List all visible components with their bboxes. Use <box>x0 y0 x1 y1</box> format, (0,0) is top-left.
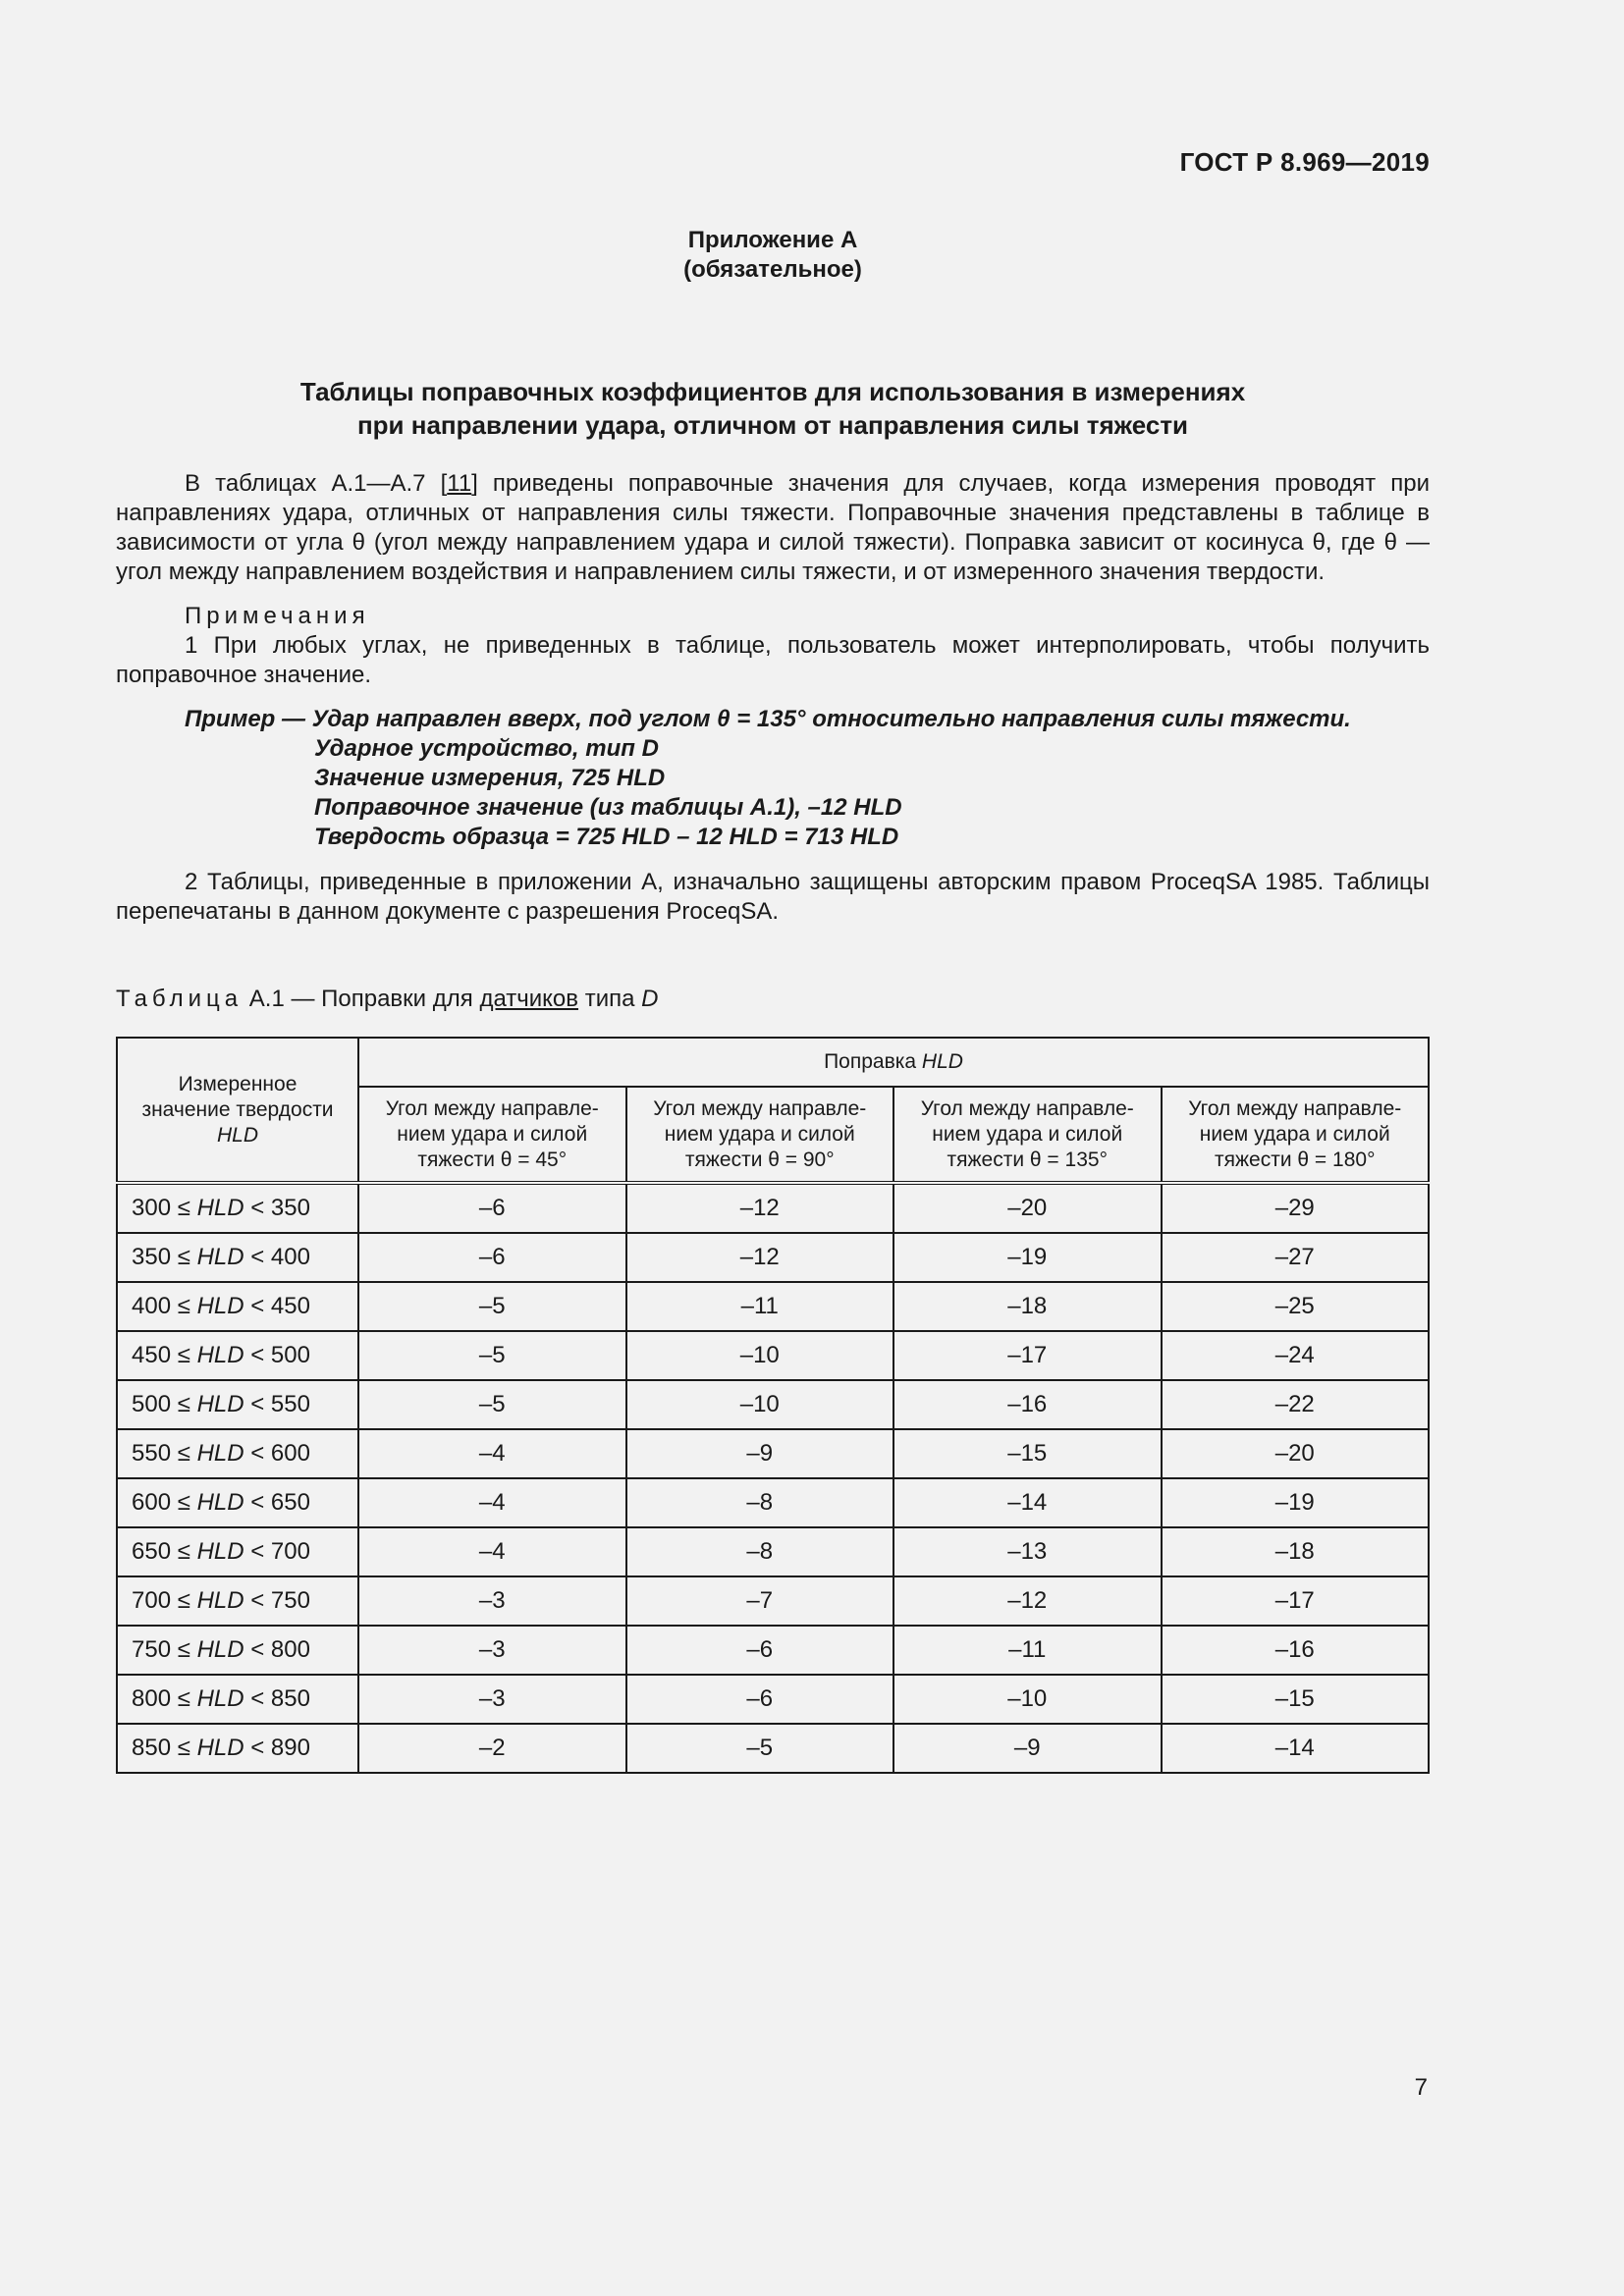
intro-text-start: В таблицах А.1—А.7 [ <box>185 470 448 497</box>
correction-group-label: Поправка <box>824 1050 922 1073</box>
example-line-2: Ударное устройство, тип D <box>314 735 659 762</box>
range-upper: < 850 <box>244 1685 310 1712</box>
range-upper: < 400 <box>244 1244 310 1270</box>
example-line-1: Пример — Удар направлен вверх, под углом θ = 135° относительно направления силы тяжести. <box>185 706 1351 732</box>
hardness-range-cell <box>117 1478 358 1527</box>
reference-link[interactable]: 11 <box>447 470 472 497</box>
correction-value-cell: –18 <box>893 1282 1162 1331</box>
section-title-line-1: Таблицы поправочных коэффициентов для использования в измерениях <box>299 377 1246 406</box>
range-variable: HLD <box>196 1391 244 1417</box>
hardness-range-cell <box>117 1380 358 1429</box>
range-lower: 400 ≤ <box>132 1293 197 1319</box>
correction-table <box>116 1037 1430 1774</box>
range-upper: < 890 <box>244 1735 310 1761</box>
hardness-range-cell <box>117 1626 358 1675</box>
correction-value-cell: –24 <box>1162 1331 1430 1380</box>
correction-value-cell: –20 <box>1162 1429 1430 1478</box>
table-row <box>117 1478 1429 1527</box>
table-row <box>117 1183 1429 1233</box>
range-upper: < 750 <box>244 1587 310 1614</box>
range-lower: 550 ≤ <box>132 1440 197 1467</box>
correction-value-cell: –3 <box>358 1626 626 1675</box>
range-lower: 450 ≤ <box>132 1342 197 1368</box>
angle-header-line: нием удара и силой <box>1199 1122 1390 1146</box>
angle-header-line: тяжести θ = 180° <box>1215 1148 1376 1171</box>
range-lower: 300 ≤ <box>132 1195 197 1221</box>
range-variable: HLD <box>196 1587 244 1614</box>
example-line-3: Значение измерения, 725 HLD <box>314 765 666 791</box>
table-caption-underlined: датчиков <box>479 986 579 1012</box>
correction-value-cell: –7 <box>626 1576 894 1626</box>
hardness-range-cell <box>117 1233 358 1282</box>
range-lower: 700 ≤ <box>132 1587 197 1614</box>
table-row <box>117 1429 1429 1478</box>
range-variable: HLD <box>196 1342 244 1368</box>
hardness-range-cell <box>117 1183 358 1233</box>
correction-value-cell: –5 <box>358 1380 626 1429</box>
hardness-column-header <box>117 1038 358 1183</box>
correction-value-cell: –3 <box>358 1576 626 1626</box>
section-title <box>0 375 1545 442</box>
angle-column-header <box>1162 1087 1430 1183</box>
correction-value-cell: –12 <box>893 1576 1162 1626</box>
correction-value-cell: –6 <box>626 1626 894 1675</box>
hardness-header-line-2: значение твердости <box>141 1097 334 1121</box>
range-variable: HLD <box>196 1538 244 1565</box>
range-variable: HLD <box>196 1244 244 1270</box>
correction-value-cell: –19 <box>893 1233 1162 1282</box>
correction-value-cell: –20 <box>893 1183 1162 1233</box>
section-title-line-2: при направлении удара, отличном от направления силы тяжести <box>356 410 1189 440</box>
correction-value-cell: –25 <box>1162 1282 1430 1331</box>
appendix-status: (обязательное) <box>683 256 862 283</box>
correction-value-cell: –16 <box>893 1380 1162 1429</box>
hardness-range-cell <box>117 1724 358 1773</box>
table-row <box>117 1724 1429 1773</box>
correction-value-cell: –22 <box>1162 1380 1430 1429</box>
correction-value-cell: –14 <box>1162 1724 1430 1773</box>
range-upper: < 700 <box>244 1538 310 1565</box>
correction-value-cell: –5 <box>358 1331 626 1380</box>
angle-header-line: тяжести θ = 90° <box>684 1148 835 1171</box>
angle-header-line: Угол между направле- <box>385 1096 599 1120</box>
correction-value-cell: –9 <box>626 1429 894 1478</box>
hardness-header-line-1: Измеренное <box>178 1072 298 1095</box>
appendix-heading <box>0 226 1545 285</box>
range-lower: 750 ≤ <box>132 1636 197 1663</box>
note-2: 2 Таблицы, приведенные в приложении А, изначально защищены авторским правом ProceqSA 1985. Таблицы перепечатаны в данном документе с разрешения ProceqSA. <box>116 869 1430 925</box>
angle-header-line: Угол между направле- <box>1188 1096 1402 1120</box>
range-lower: 500 ≤ <box>132 1391 197 1417</box>
table-row <box>117 1331 1429 1380</box>
correction-value-cell: –12 <box>626 1183 894 1233</box>
angle-column-header <box>626 1087 894 1183</box>
page-number: 7 <box>1414 2074 1428 2101</box>
correction-value-cell: –27 <box>1162 1233 1430 1282</box>
table-row <box>117 1233 1429 1282</box>
correction-value-cell: –10 <box>626 1331 894 1380</box>
appendix-title: Приложение А <box>687 227 858 253</box>
angle-header-line: нием удара и силой <box>397 1122 588 1146</box>
angle-column-header <box>893 1087 1162 1183</box>
hardness-range-cell <box>117 1282 358 1331</box>
hardness-range-cell <box>117 1429 358 1478</box>
correction-value-cell: –8 <box>626 1478 894 1527</box>
correction-value-cell: –6 <box>358 1233 626 1282</box>
range-lower: 650 ≤ <box>132 1538 197 1565</box>
angle-header-line: Угол между направле- <box>653 1096 867 1120</box>
correction-value-cell: –8 <box>626 1527 894 1576</box>
intro-text-end: ] приведены поправочные значения для случаев, когда измерения проводят при направлениях удара, отличных от направления силы тяжести. Поправочные значения представлены в таблице в зависимости от угла θ (угол между направлением удара и силой тяжести). Поправка зависит от косинуса θ, где θ — угол между направлением воздействия и направлением силы тяжести, и от измеренного значения твердости. <box>116 470 1430 585</box>
correction-value-cell: –4 <box>358 1478 626 1527</box>
correction-value-cell: –17 <box>1162 1576 1430 1626</box>
correction-value-cell: –14 <box>893 1478 1162 1527</box>
correction-value-cell: –6 <box>358 1183 626 1233</box>
example-line-5: Твердость образца = 725 HLD – 12 HLD = 713 HLD <box>314 824 899 850</box>
correction-value-cell: –11 <box>626 1282 894 1331</box>
table-caption-number: А.1 — Поправки для <box>248 986 480 1012</box>
correction-value-cell: –10 <box>893 1675 1162 1724</box>
notes-label <box>116 602 1430 631</box>
correction-value-cell: –4 <box>358 1429 626 1478</box>
correction-value-cell: –9 <box>893 1724 1162 1773</box>
table-caption-label: Таблица <box>116 986 244 1012</box>
range-variable: HLD <box>196 1685 244 1712</box>
correction-value-cell: –3 <box>358 1675 626 1724</box>
document-code: ГОСТ Р 8.969—2019 <box>1179 147 1430 177</box>
correction-value-cell: –5 <box>358 1282 626 1331</box>
correction-value-cell: –15 <box>1162 1675 1430 1724</box>
correction-value-cell: –29 <box>1162 1183 1430 1233</box>
range-lower: 600 ≤ <box>132 1489 197 1516</box>
table-row <box>117 1282 1429 1331</box>
range-upper: < 350 <box>244 1195 310 1221</box>
correction-value-cell: –18 <box>1162 1527 1430 1576</box>
correction-value-cell: –10 <box>626 1380 894 1429</box>
hardness-range-cell <box>117 1675 358 1724</box>
angle-header-line: Угол между направле- <box>920 1096 1134 1120</box>
angle-header-line: нием удара и силой <box>932 1122 1123 1146</box>
table-row <box>117 1675 1429 1724</box>
notes-label-text: Примечания <box>185 603 370 629</box>
correction-value-cell: –2 <box>358 1724 626 1773</box>
table-caption-tail: типа <box>578 986 642 1012</box>
table-row <box>117 1576 1429 1626</box>
angle-header-line: тяжести θ = 45° <box>417 1148 568 1171</box>
hardness-range-cell <box>117 1576 358 1626</box>
example-line-4: Поправочное значение (из таблицы А.1), –12 HLD <box>314 794 902 821</box>
range-upper: < 450 <box>244 1293 310 1319</box>
range-upper: < 500 <box>244 1342 310 1368</box>
correction-group-unit: HLD <box>921 1050 963 1073</box>
correction-value-cell: –4 <box>358 1527 626 1576</box>
hardness-range-cell <box>117 1527 358 1576</box>
range-lower: 850 ≤ <box>132 1735 197 1761</box>
range-lower: 350 ≤ <box>132 1244 197 1270</box>
angle-header-line: нием удара и силой <box>664 1122 855 1146</box>
angle-header-line: тяжести θ = 135° <box>947 1148 1108 1171</box>
correction-value-cell: –19 <box>1162 1478 1430 1527</box>
range-variable: HLD <box>196 1489 244 1516</box>
correction-value-cell: –5 <box>626 1724 894 1773</box>
correction-value-cell: –12 <box>626 1233 894 1282</box>
range-lower: 800 ≤ <box>132 1685 197 1712</box>
table-caption <box>116 986 658 1013</box>
range-upper: < 600 <box>244 1440 310 1467</box>
table-row <box>117 1380 1429 1429</box>
range-variable: HLD <box>196 1440 244 1467</box>
hardness-range-cell <box>117 1331 358 1380</box>
range-upper: < 800 <box>244 1636 310 1663</box>
example-block <box>185 705 1351 852</box>
range-variable: HLD <box>196 1293 244 1319</box>
table-row <box>117 1626 1429 1675</box>
correction-value-cell: –15 <box>893 1429 1162 1478</box>
correction-value-cell: –6 <box>626 1675 894 1724</box>
range-variable: HLD <box>196 1735 244 1761</box>
range-variable: HLD <box>196 1195 244 1221</box>
range-variable: HLD <box>196 1636 244 1663</box>
correction-value-cell: –13 <box>893 1527 1162 1576</box>
correction-value-cell: –11 <box>893 1626 1162 1675</box>
correction-group-header <box>358 1038 1429 1087</box>
table-caption-type: D <box>641 986 659 1012</box>
range-upper: < 650 <box>244 1489 310 1516</box>
correction-value-cell: –17 <box>893 1331 1162 1380</box>
note-1: 1 При любых углах, не приведенных в таблице, пользователь может интерполировать, чтобы получить поправочное значение. <box>116 632 1430 688</box>
table-row <box>117 1527 1429 1576</box>
correction-value-cell: –16 <box>1162 1626 1430 1675</box>
angle-column-header <box>358 1087 626 1183</box>
range-upper: < 550 <box>244 1391 310 1417</box>
intro-paragraph <box>116 469 1430 587</box>
hardness-header-unit: HLD <box>216 1123 258 1147</box>
